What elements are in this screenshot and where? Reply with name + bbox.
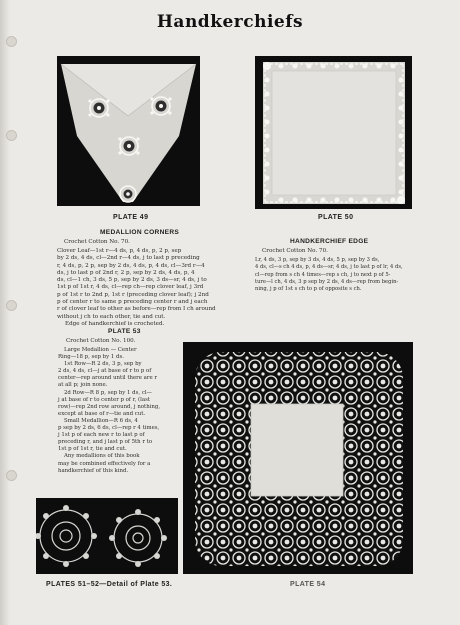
- plate-53-thread: Crochet Cotton No. 100.: [66, 338, 136, 344]
- medallion-detail-image: [36, 498, 178, 574]
- text-line: Clover Leaf—1st r—4 ds, p, 4 ds, p, 2 p, sep: [57, 248, 182, 254]
- text-line: 2 ds, 4 ds, cl—j at base of r to p of: [58, 368, 152, 375]
- text-line: 1st p of 1st r, tie and cut.: [58, 446, 127, 453]
- plate-54-caption: PLATE 54: [290, 581, 326, 588]
- plate-54-photo: [183, 342, 413, 574]
- text-line: cl—rep from s ch 4 times—rep s ch, j to next p of 5-: [255, 271, 391, 278]
- text-line: 1st p of 1st r, 4 ds, cl—rep ch—rep clover leaf, j 3rd: [57, 284, 204, 291]
- text-line: Any medallions of this book: [64, 453, 140, 460]
- medallion-handkerchief-image: [183, 342, 413, 574]
- medallion-corners-thread: Crochet Cotton No. 70.: [64, 239, 130, 245]
- text-line: ning, j p of 1st s ch to p of opposite s ch.: [255, 286, 362, 293]
- handkerchief-medallion-image: [57, 56, 200, 206]
- text-line: ds, cl—1 ch, 3 ds, 5 p, sep by 2 ds, 3 ds—sr, 4 ds, j to: [57, 277, 207, 284]
- binding-hole: [6, 470, 17, 481]
- text-line: Ring—18 p, sep by 1 ds.: [58, 354, 124, 361]
- text-line: Large Medallion — Center: [64, 347, 137, 353]
- text-line: j 1st p of each new r to last p of: [58, 432, 145, 439]
- medallion-corners-text: [57, 248, 257, 328]
- medallion-corners-heading: MEDALLION CORNERS: [100, 229, 180, 236]
- plate-53-text: [58, 347, 183, 475]
- text-line: except at base of r—tie and cut.: [58, 410, 146, 417]
- text-line: p of center r to same p preceding center r and j each: [57, 299, 208, 306]
- text-line: r, 4 ds, p, 2 p, sep by 2 ds, 4 ds, p, 4 ds, cl—3rd r—4: [57, 262, 205, 269]
- plate-49-photo: [57, 56, 200, 206]
- text-line: 1st Row—R 2 ds, 3 p, sep by: [64, 361, 142, 368]
- handkerchief-edge-thread: Crochet Cotton No. 70.: [262, 248, 328, 254]
- plate-49-caption: PLATE 49: [113, 214, 149, 221]
- plate-50-caption: PLATE 50: [318, 214, 354, 221]
- text-line: without j ch to each other, tie and cut.: [57, 313, 166, 320]
- text-line: ds, j to last p of 2nd r, 2 p, sep by 2 ds, 4 ds, p, 4: [57, 269, 195, 276]
- text-line: 4 ds, cl—s ch 4 ds, p, 4 ds—sr, 4 ds, j to last p of lr, 4 ds,: [255, 264, 403, 271]
- plates-51-52-photo: [36, 498, 178, 574]
- text-line: j at base of r to center p of r, (last: [58, 396, 151, 403]
- text-line: Edge of handkerchief is crocheted.: [65, 320, 165, 327]
- text-line: Lr, 4 ds, 3 p, sep by 3 ds, 4 ds, 5 p, sep by 3 ds,: [255, 257, 380, 263]
- binding-hole: [6, 36, 17, 47]
- text-line: p of 1st r to 2nd p, 1st r (preceding clover leaf); j 2nd: [57, 291, 209, 298]
- text-line: p sep by 2 ds, 6 ds, cl—rep r 4 times,: [58, 425, 160, 432]
- binding-hole: [6, 300, 17, 311]
- plates-51-52-caption: PLATES 51–52—Detail of Plate 53.: [46, 581, 173, 588]
- handkerchief-edge-heading: HANDKERCHIEF EDGE: [290, 238, 369, 245]
- page-binding-edge: [0, 0, 10, 625]
- handkerchief-edge-image: [255, 56, 412, 209]
- text-line: handkerchief of this kind.: [58, 467, 129, 474]
- text-line: center—rep around until there are r: [58, 375, 157, 382]
- binding-hole: [6, 130, 17, 141]
- text-line: preceding r, and j last p of 5th r to: [58, 439, 153, 446]
- text-line: by 2 ds, 4 ds, cl—2nd r—4 ds, j to last p preceding: [57, 255, 200, 262]
- plate-50-photo: [255, 56, 412, 209]
- text-line: row)—rep 2nd row around, j nothing,: [58, 403, 161, 410]
- text-line: may be combined effectively for a: [58, 460, 151, 467]
- text-line: ture—l ch, 4 ds, 3 p sep by 2 ds, 4 ds—rep from begin-: [255, 278, 399, 285]
- text-line: r of clover leaf to other as before—rep from I ch around: [57, 306, 216, 313]
- page-title: Handkerchiefs: [156, 12, 304, 32]
- plate-53-heading: PLATE 53: [108, 328, 141, 335]
- text-line: 2d Row—R 8 p, sep by 1 ds, cl—: [64, 389, 152, 396]
- text-line: at all p; join none.: [58, 382, 108, 389]
- handkerchief-edge-text: [255, 257, 415, 293]
- text-line: Small Medallion—R 6 ds, 4: [64, 417, 138, 424]
